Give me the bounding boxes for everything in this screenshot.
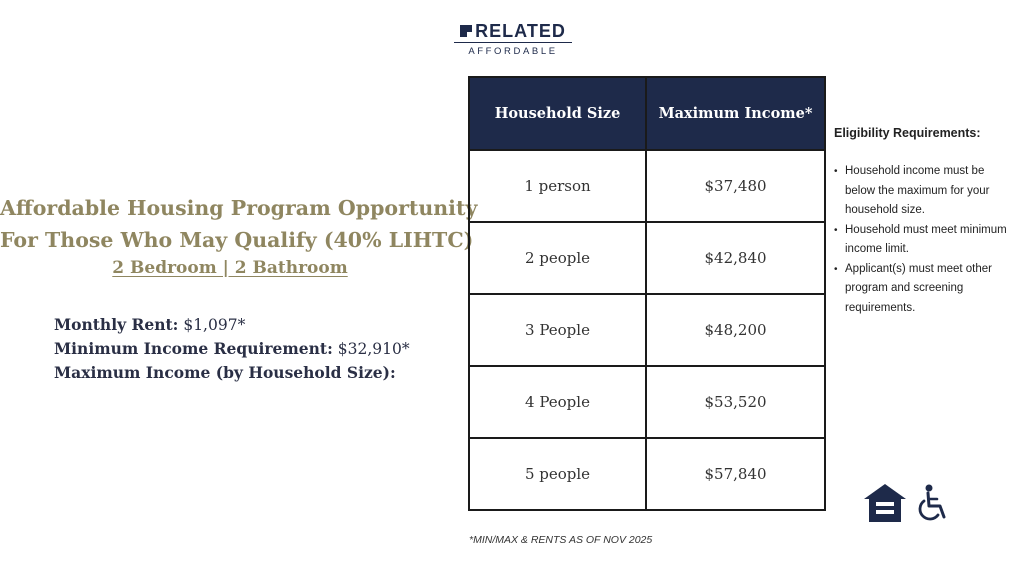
eligibility-requirements <box>834 126 1014 318</box>
related-affordable-logo <box>452 22 574 57</box>
household-size-cell: 5 people <box>469 438 646 510</box>
headline <box>0 192 478 280</box>
min-income-row <box>54 337 410 361</box>
logo-square-icon <box>460 25 472 37</box>
max-income-label: Maximum Income (by Household Size): <box>54 363 396 382</box>
header-maximum-income: Maximum Income* <box>646 77 825 150</box>
min-income-value: $32,910* <box>337 340 410 358</box>
max-income-cell: $42,840 <box>646 222 825 294</box>
table-row <box>469 294 825 366</box>
headline-line-2: For Those Who May Qualify (40% LIHTC) <box>0 228 474 252</box>
max-income-row <box>54 361 410 385</box>
table-header-row <box>469 77 825 150</box>
table-row <box>469 366 825 438</box>
logo-subtitle: AFFORDABLE <box>468 46 558 57</box>
max-income-cell: $57,840 <box>646 438 825 510</box>
household-size-cell: 3 People <box>469 294 646 366</box>
headline-line-1: Affordable Housing Program Opportunity <box>0 196 478 220</box>
list-item: • Household must meet minimum income limit. <box>834 221 1014 260</box>
eligibility-title: Eligibility Requirements: <box>834 126 981 140</box>
max-income-cell: $53,520 <box>646 366 825 438</box>
household-size-cell: 2 people <box>469 222 646 294</box>
wheelchair-accessible-icon <box>914 484 950 524</box>
logo-name: RELATED <box>475 21 566 41</box>
header-household-size: Household Size <box>469 77 646 150</box>
household-size-cell: 1 person <box>469 150 646 222</box>
monthly-rent-value: $1,097* <box>183 316 246 334</box>
table-row <box>469 150 825 222</box>
max-income-cell: $37,480 <box>646 150 825 222</box>
household-size-cell: 4 People <box>469 366 646 438</box>
footnote: *MIN/MAX & RENTS AS OF NOV 2025 <box>469 534 653 546</box>
income-limits-table <box>468 76 826 511</box>
monthly-rent-label: Monthly Rent: <box>54 315 179 334</box>
logo-wordmark <box>452 22 574 40</box>
compliance-icons <box>862 482 950 524</box>
list-item: • Household income must be below the maximum for your household size. <box>834 162 1014 221</box>
table-row <box>469 438 825 510</box>
max-income-cell: $48,200 <box>646 294 825 366</box>
list-item: • Applicant(s) must meet other program and screening requirements. <box>834 260 1014 319</box>
table-row <box>469 222 825 294</box>
logo-divider <box>454 42 572 43</box>
min-income-label: Minimum Income Requirement: <box>54 339 333 358</box>
rent-details <box>54 313 410 385</box>
unit-type: 2 Bedroom | 2 Bathroom <box>112 258 348 278</box>
equal-housing-icon <box>862 482 908 524</box>
monthly-rent-row <box>54 313 410 337</box>
eligibility-list <box>834 162 1014 318</box>
